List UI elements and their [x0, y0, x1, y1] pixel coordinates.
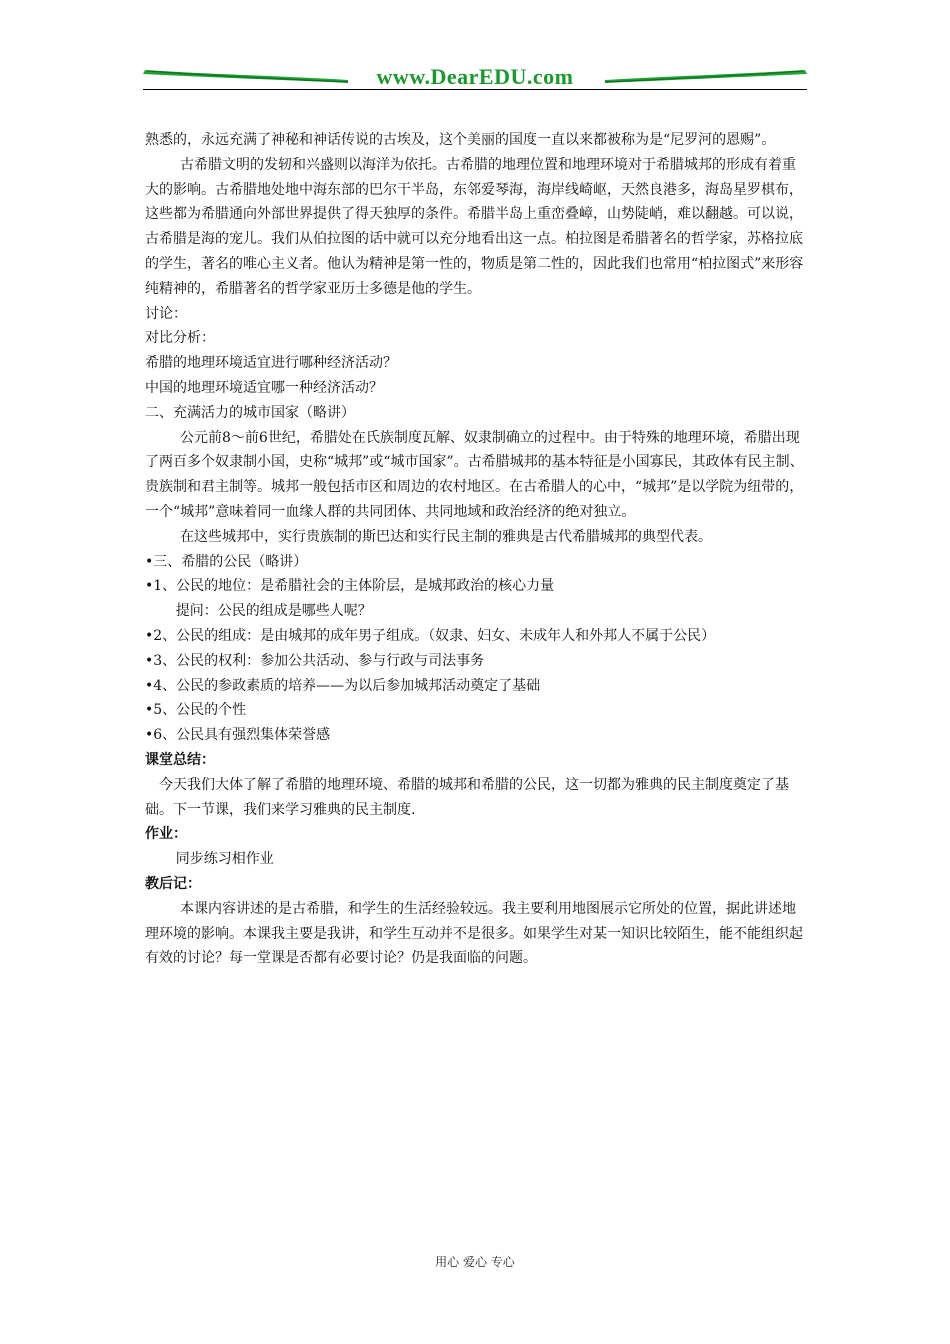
homework-heading: 作业： — [145, 826, 187, 843]
paragraph-city-state: 公元前8～前6世纪，希腊处在氏族制度瓦解、奴隶制确立的过程中。由于特殊的地理环境，希腊出现了两百多个奴隶制小国，史称“城邦”或“城市国家”。古希腊城邦的基本特征是小国寡民，其政体有民主制、贵族制和君主制等。城邦一般包括市区和周边的农村地区。在古希腊人的心中，“城邦”是以学院为纽带的，一个“城邦”意味着同一血缘人群的共同团体、共同地域和政治经济的绝对独立。 — [145, 429, 804, 520]
reflection-paragraph: 本课内容讲述的是古希腊，和学生的生活经验较远。我主要利用地图展示它所处的位置，据此讲述地理环境的影响。本课我主要是我讲，和学生互动并不是很多。如果学生对某一知识比较陌生，能不能组织起有效的讨论？每一堂课是否都有必要讨论？仍是我面临的问题。 — [145, 900, 803, 967]
reflection-heading: 教后记： — [145, 875, 201, 892]
section-heading-city-state: 二、充满活力的城市国家（略讲） — [145, 404, 355, 421]
list-item-rights: •3、公民的权利：参加公共活动、参与行政与司法事务 — [145, 652, 485, 669]
paragraph-greek-geography: 古希腊文明的发轫和兴盛则以海洋为依托。古希腊的地理位置和地理环境对于希腊城邦的形成有着重大的影响。古希腊地处地中海东部的巴尔干半岛，东邻爱琴海，海岸线崎岖，天然良港多，海岛星罗棋布，这些都为希腊通向外部世界提供了得天独厚的条件。希腊半岛上重峦叠嶂，山势陡峭，难以翻越。可以说，古希腊是海的宠儿。我们从伯拉图的话中就可以充分地看出这一点。柏拉图是希腊著名的哲学家，苏格拉底的学生，著名的唯心主义者。他认为精神是第一性的，物质是第二性的，因此我们也常用“柏拉图式”来形容纯精神的，希腊著名的哲学家亚历士多德是他的学生。 — [145, 156, 804, 297]
page-footer: 用心 爱心 专心 — [435, 1255, 515, 1269]
list-item-personality: •5、公民的个性 — [145, 702, 247, 719]
list-item-honor: •6、公民具有强烈集体荣誉感 — [145, 727, 331, 744]
site-logo-text: www.DearEDU.com — [376, 64, 574, 89]
paragraph-egypt: 熟悉的，永远充满了神秘和神话传说的古埃及，这个美丽的国度一直以来都被称为是“尼罗河的恩赐”。 — [145, 132, 776, 148]
discussion-label: 讨论： — [145, 305, 187, 322]
list-item-training: •4、公民的参政素质的培养——为以后参加城邦活动奠定了基础 — [145, 677, 541, 694]
comparison-label: 对比分析： — [145, 330, 215, 347]
list-item-composition: •2、公民的组成：是由城邦的成年男子组成。（奴隶、妇女、未成年人和外邦人不属于公民） — [145, 627, 716, 644]
summary-heading: 课堂总结： — [145, 751, 215, 768]
summary-paragraph: 今天我们大体了解了希腊的地理环境、希腊的城邦和希腊的公民，这一切都为雅典的民主制度奠定了基础。下一节课，我们来学习雅典的民主制度. — [145, 776, 789, 818]
section-heading-citizens: •三、希腊的公民（略讲） — [145, 553, 308, 570]
question-china: 中国的地理环境适宜哪一种经济活动？ — [145, 379, 383, 396]
list-item-status: •1、公民的地位：是希腊社会的主体阶层，是城邦政治的核心力量 — [145, 578, 555, 595]
page-header — [143, 62, 807, 92]
paragraph-sparta-athens: 在这些城邦中，实行贵族制的斯巴达和实行民主制的雅典是古代希腊城邦的典型代表。 — [180, 528, 712, 545]
document-body — [145, 128, 809, 971]
homework-text: 同步练习相作业 — [175, 851, 274, 868]
header-divider — [143, 89, 807, 90]
prompt-question: 提问：公民的组成是哪些人呢？ — [175, 603, 372, 620]
question-greece: 希腊的地理环境适宜进行哪种经济活动？ — [145, 355, 397, 372]
